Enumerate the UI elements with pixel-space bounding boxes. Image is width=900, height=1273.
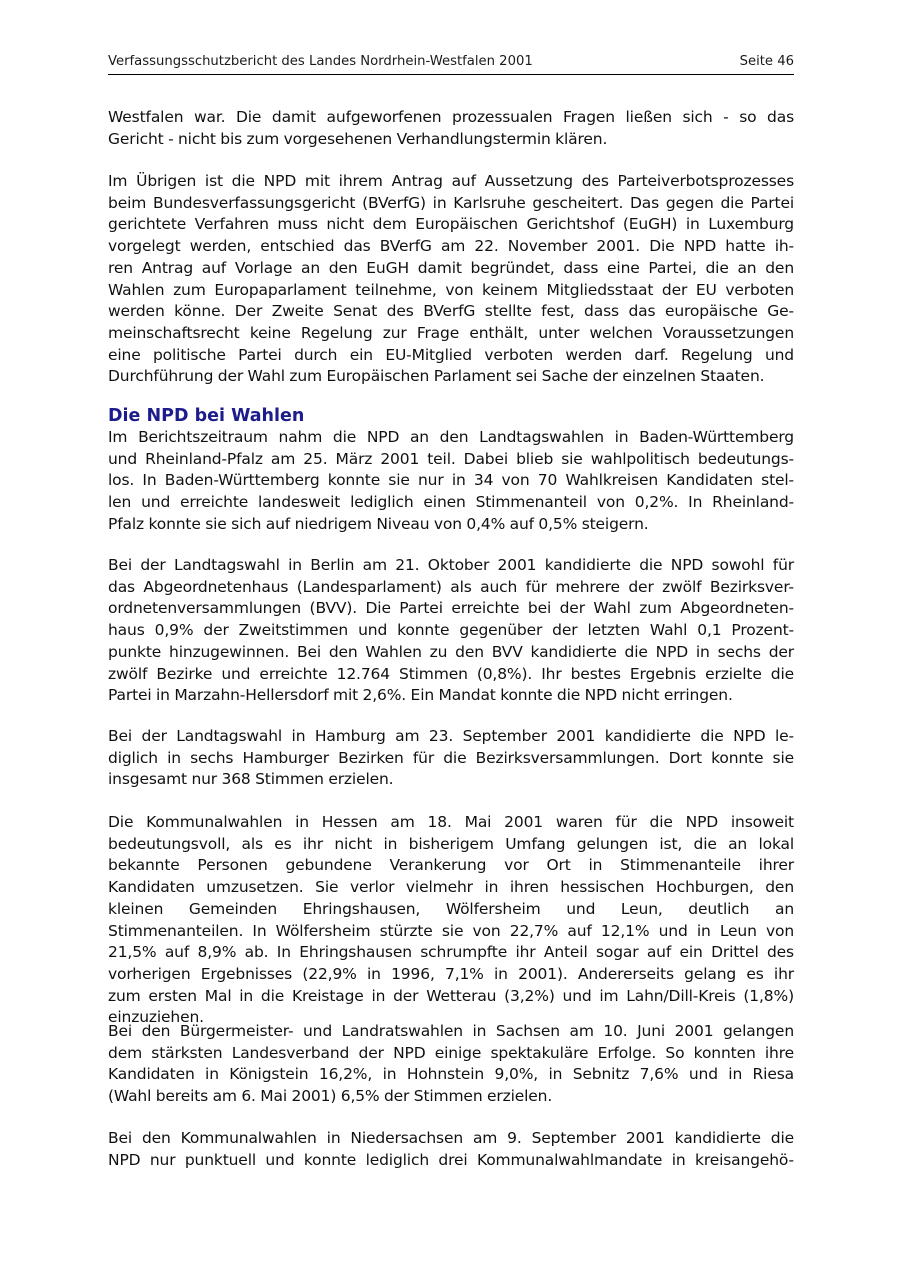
text-line: zwölf Bezirke und erreichte 12.764 Stimmen (0,8%). Ihr bestes Ergebnis erzielte die: [108, 664, 794, 683]
text-line: NPD nur punktuell und konnte lediglich drei Kommunalwahlmandate in kreisangehö-: [108, 1150, 794, 1169]
page-header: [108, 52, 794, 75]
text-line: Stimmenanteilen. In Wölfersheim stürzte sie von 22,7% auf 12,1% und in Leun von: [108, 921, 794, 940]
text-line: haus 0,9% der Zweitstimmen und konnte gegenüber der letzten Wahl 0,1 Prozent-: [108, 621, 794, 640]
text-line: bekannte Personen gebundene Verankerung vor Ort in Stimmenanteile ihrer: [108, 856, 794, 875]
text-line: Bei der Landtagswahl in Hamburg am 23. September 2001 kandidierte die NPD le-: [108, 727, 794, 745]
text-line: diglich in sechs Hamburger Bezirken für die Bezirksversammlungen. Dort konnte sie: [108, 748, 794, 767]
paragraph-1: [108, 107, 794, 150]
text-line: insgesamt nur 368 Stimmen erzielen.: [108, 770, 394, 789]
text-line: dem stärksten Landesverband der NPD einige spektakuläre Erfolge. So konnten ihre: [108, 1043, 794, 1062]
text-line: Partei in Marzahn-Hellersdorf mit 2,6%. Ein Mandat konnte die NPD nicht erringen.: [108, 686, 733, 705]
paragraph-5: [108, 726, 794, 791]
text-line: Kandidaten in Königstein 16,2%, in Hohnstein 9,0%, in Sebnitz 7,6% und in Riesa: [108, 1065, 794, 1084]
text-line: Die Kommunalwahlen in Hessen am 18. Mai 2001 waren für die NPD insoweit: [108, 813, 794, 831]
text-line: ren Antrag auf Vorlage an den EuGH damit begründet, dass eine Partei, die an den: [108, 258, 794, 277]
text-line: los. In Baden-Württemberg konnte sie nur in 34 von 70 Wahlkreisen Kandidaten stel-: [108, 471, 794, 490]
paragraph-8: [108, 1128, 794, 1171]
text-line: ordnetenversammlungen (BVV). Die Partei erreichte bei der Wahl zum Abgeordneten-: [108, 599, 794, 618]
text-line: Kandidaten umzusetzen. Sie verlor vielmehr in ihren hessischen Hochburgen, den: [108, 878, 794, 897]
text-line: Im Übrigen ist die NPD mit ihrem Antrag auf Aussetzung des Parteiverbotsprozesses: [108, 172, 794, 190]
text-line: werden könne. Der Zweite Senat des BVerfG stellte fest, dass das europäische Ge-: [108, 302, 794, 321]
text-line: das Abgeordnetenhaus (Landesparlament) als auch für mehrere der zwölf Bezirksver-: [108, 577, 794, 596]
page-number: Seite 46: [739, 54, 794, 69]
text-line: eine politische Partei durch ein EU-Mitglied verboten werden darf. Regelung und: [108, 345, 794, 364]
text-line: vorherigen Ergebnisses (22,9% in 1996, 7,1% in 2001). Andererseits gelang es ihr: [108, 964, 794, 983]
text-line: bedeutungsvoll, als es ihr nicht in bisherigem Umfang gelungen ist, die an lokal: [108, 834, 794, 853]
text-line: (Wahl bereits am 6. Mai 2001) 6,5% der Stimmen erzielen.: [108, 1087, 553, 1106]
header-title: Verfassungsschutzbericht des Landes Nordrhein-Westfalen 2001: [108, 54, 533, 69]
text-line: einzuziehen.: [108, 1008, 204, 1027]
text-line: Gericht - nicht bis zum vorgesehenen Verhandlungstermin klären.: [108, 129, 608, 148]
paragraph-2: [108, 171, 794, 388]
text-line: Bei der Landtagswahl in Berlin am 21. Oktober 2001 kandidierte die NPD sowohl für: [108, 556, 794, 574]
text-line: zum ersten Mal in die Kreistage in der Wetterau (3,2%) und im Lahn/Dill-Kreis (1,8%): [108, 986, 794, 1005]
text-line: und Rheinland-Pfalz am 25. März 2001 teil. Dabei blieb sie wahlpolitisch bedeutungs-: [108, 449, 794, 468]
text-line: len und erreichte landesweit lediglich einen Stimmenanteil von 0,2%. In Rheinland-: [108, 493, 794, 512]
text-line: Westfalen war. Die damit aufgeworfenen prozessualen Fragen ließen sich - so das: [108, 108, 794, 126]
text-line: beim Bundesverfassungsgericht (BVerfG) in Karlsruhe gescheitert. Das gegen die Partei: [108, 193, 794, 212]
text-line: Pfalz konnte sie sich auf niedrigem Niveau von 0,4% auf 0,5% steigern.: [108, 514, 649, 533]
text-line: Im Berichtszeitraum nahm die NPD an den Landtagswahlen in Baden-Württemberg: [108, 428, 794, 446]
text-line: meinschaftsrecht keine Regelung zur Frage enthält, unter welchen Voraussetzungen: [108, 323, 794, 342]
text-line: kleinen Gemeinden Ehringshausen, Wölfersheim und Leun, deutlich an: [108, 899, 794, 918]
paragraph-6: [108, 812, 794, 1029]
text-line: punkte hinzugewinnen. Bei den Wahlen zu den BVV kandidierte die NPD in sechs der: [108, 642, 794, 661]
text-line: 21,5% auf 8,9% ab. In Ehringshausen schrumpfte ihr Anteil sogar auf ein Drittel des: [108, 943, 794, 962]
paragraph-3: [108, 427, 794, 536]
section-heading: Die NPD bei Wahlen: [108, 406, 305, 426]
paragraph-7: [108, 1021, 794, 1108]
paragraph-4: [108, 555, 794, 707]
text-line: Bei den Bürgermeister- und Landratswahlen in Sachsen am 10. Juni 2001 gelangen: [108, 1022, 794, 1040]
text-line: Wahlen zum Europaparlament teilnehme, von keinem Mitgliedsstaat der EU verboten: [108, 280, 794, 299]
text-line: Durchführung der Wahl zum Europäischen Parlament sei Sache der einzelnen Staaten.: [108, 367, 765, 386]
text-line: gerichtete Verfahren muss nicht dem Europäischen Gerichtshof (EuGH) in Luxemburg: [108, 215, 794, 234]
text-line: Bei den Kommunalwahlen in Niedersachsen am 9. September 2001 kandidierte die: [108, 1129, 794, 1147]
text-line: vorgelegt werden, entschied das BVerfG am 22. November 2001. Die NPD hatte ih-: [108, 237, 794, 256]
